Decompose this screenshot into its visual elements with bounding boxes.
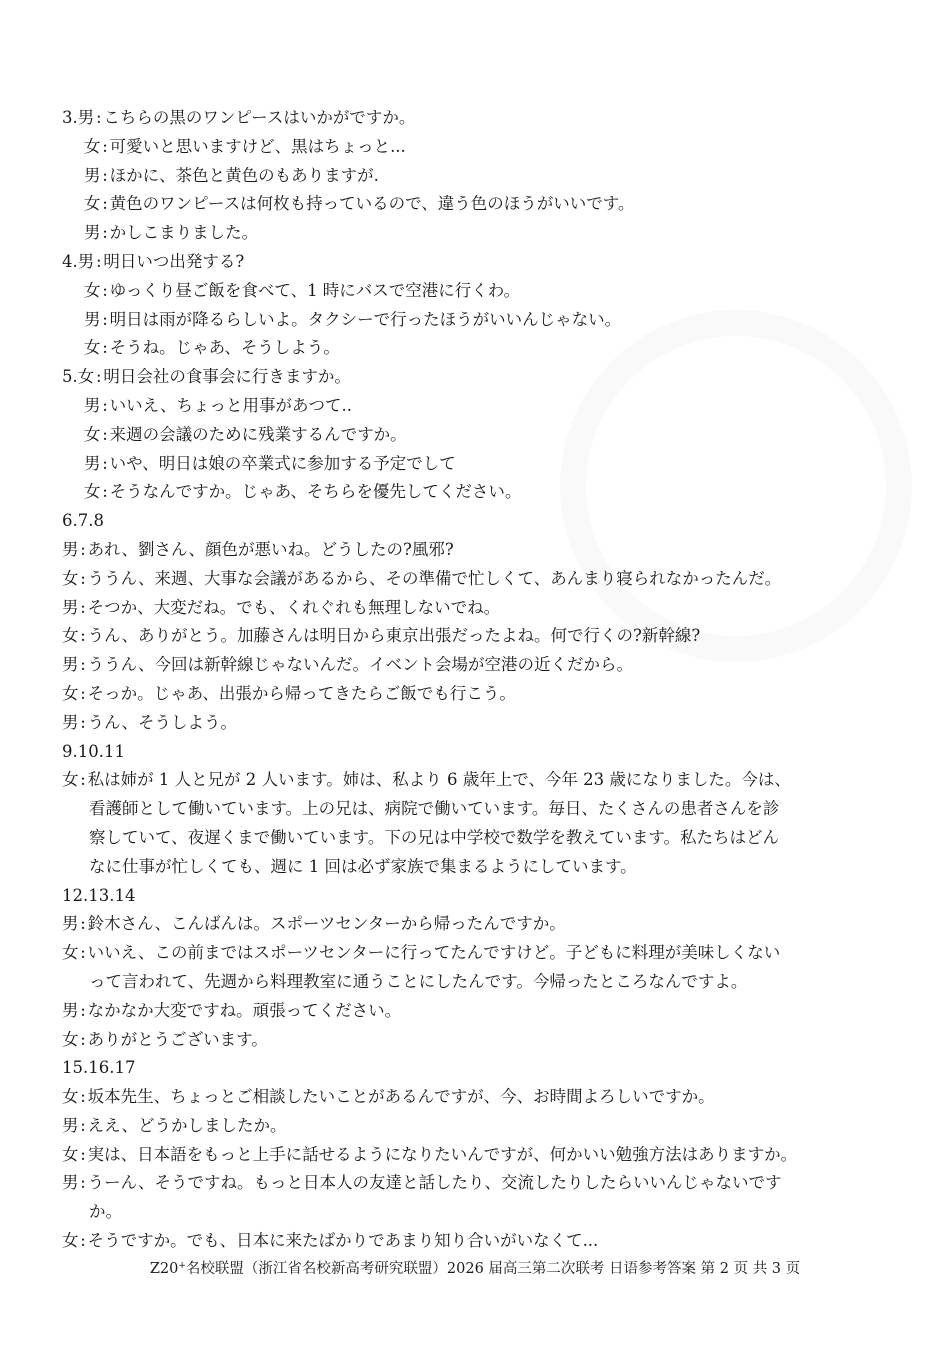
speaker: 男	[77, 251, 95, 271]
speaker: 女	[84, 338, 101, 358]
speaker: 女	[62, 770, 79, 790]
dialogue-line: 男 : いいえ、ちょっと用事があつて..	[62, 392, 896, 421]
utterance: そうですか。でも、日本に来たばかりであまり知り合いがいなくて...	[87, 1231, 599, 1251]
utterance: うん、ありがとう。加藤さんは明日から東京出張だったよね。何で行くの?新幹線?	[87, 626, 701, 646]
utterance: 来週の会議のために残業するんですか。	[109, 424, 407, 444]
speaker: 男	[84, 223, 101, 243]
utterance: ゆっくり昼ご飯を食べて、1 時にバスで空港に行くわ。	[109, 280, 521, 300]
continuation-line: 看護師として働いています。上の兄は、病院で働いています。毎日、たくさんの患者さんを診	[89, 799, 780, 819]
utterance: そっか。じゃあ、出張から帰ってきたらご飯でも行こう。	[87, 683, 516, 703]
dialogue-line: 女 : ううん、来週、大事な会議があるから、その準備で忙しくて、あんまり寝られなかったんだ。	[62, 565, 896, 594]
footer-text: 名校联盟（浙江省名校新高考研究联盟）2026 届高三第二次联考 日语参考答案 第 2 页 共 3 页	[185, 1261, 801, 1277]
dialogue-content	[62, 104, 896, 1256]
dialogue-line: 女 : ゆっくり昼ご飯を食べて、1 時にバスで空港に行くわ。	[62, 277, 896, 306]
utterance: なかなか大変ですね。頑張ってください。	[87, 1000, 402, 1020]
dialogue-line: 女 : 私は姉が 1 人と兄が 2 人います。姉は、私より 6 歳年上で、今年 23 歳になりました。今は、	[62, 766, 896, 795]
question-4	[62, 248, 896, 363]
dialogue-line: 女 : そっか。じゃあ、出張から帰ってきたらご飯でも行こう。	[62, 680, 896, 709]
speaker: 男	[84, 165, 101, 185]
dialogue-line: 女 : そうね。じゃあ、そうしよう。	[62, 334, 896, 363]
speaker: 女	[62, 626, 79, 646]
utterance: ううん、来週、大事な会議があるから、その準備で忙しくて、あんまり寝られなかったんだ。	[87, 568, 782, 588]
question-number: 5.	[62, 367, 78, 387]
dialogue-line: 男 : ええ、どうかしましたか。	[62, 1112, 896, 1141]
utterance: こちらの黒のワンピースはいかがですか。	[103, 108, 416, 127]
utterance: 実は、日本語をもっと上手に話せるようになりたいんですが、何かいい勉強方法はありますか。	[87, 1144, 798, 1164]
speaker: 女	[62, 568, 79, 588]
utterance: そうね。じゃあ、そうしよう。	[109, 338, 340, 358]
dialogue-line: 女 : 来週の会議のために残業するんですか。	[62, 421, 896, 450]
speaker: 女	[62, 1231, 79, 1251]
dialogue-line: 男 : かしこまりました。	[62, 219, 896, 248]
question-number: 4.	[62, 251, 78, 271]
speaker: 男	[84, 395, 101, 415]
dialogue-line: 男 : 明日は雨が降るらしいよ。タクシーで行ったほうがいいんじゃない。	[62, 306, 896, 335]
question-group-9-11	[62, 738, 896, 882]
speaker: 女	[62, 1144, 79, 1164]
utterance: うーん、そうですね。もっと日本人の友達と話したり、交流したりしたらいいんじゃないです	[87, 1173, 782, 1193]
dialogue-line: 男 : うん、そうしよう。	[62, 709, 896, 738]
speaker: 女	[84, 424, 101, 444]
group-heading: 6.7.8	[62, 511, 104, 531]
dialogue-line: 女 : いいえ、この前まではスポーツセンターに行ってたんですけど。子どもに料理が美味しくない	[62, 939, 896, 968]
dialogue-line: 4.男 : 明日いつ出発する?	[62, 248, 896, 277]
dialogue-line: 女 : 坂本先生、ちょっとご相談したいことがあるんですが、今、お時間よろしいですか。	[62, 1083, 896, 1112]
speaker: 男	[62, 597, 79, 617]
speaker: 男	[62, 655, 79, 675]
speaker: 女	[62, 1087, 79, 1107]
speaker: 男	[84, 453, 101, 473]
speaker: 男	[62, 914, 79, 934]
speaker: 男	[84, 309, 101, 329]
dialogue-line: 女 : そうですか。でも、日本に来たばかりであまり知り合いがいなくて...	[62, 1227, 896, 1256]
group-heading: 9.10.11	[62, 741, 125, 761]
speaker: 女	[84, 482, 101, 502]
utterance: 可愛いと思いますけど、黒はちょっと...	[109, 136, 406, 156]
speaker: 女	[62, 943, 79, 963]
question-group-6-8	[62, 507, 896, 737]
dialogue-line: 男 : ほかに、茶色と黄色のもありますが.	[62, 162, 896, 191]
footer-sup: +	[178, 1261, 186, 1271]
question-5	[62, 363, 896, 507]
continuation-line: って言われて、先週から料理教室に通うことにしたんです。今帰ったところなんですよ。	[89, 971, 748, 991]
utterance: 私は姉が 1 人と兄が 2 人います。姉は、私より 6 歳年上で、今年 23 歳になりました。今は、	[87, 770, 791, 790]
utterance: 鈴木さん、こんばんは。スポーツセンターから帰ったんですか。	[87, 914, 566, 934]
dialogue-line: 5.女 : 明日会社の食事会に行きますか。	[62, 363, 896, 392]
dialogue-line: 女 : ありがとうございます。	[62, 1026, 896, 1055]
dialogue-line: 女 : 黄色のワンピースは何枚も持っているので、違う色のほうがいいです。	[62, 190, 896, 219]
utterance: ありがとうございます。	[87, 1029, 268, 1049]
utterance: ううん、今回は新幹線じゃないんだ。イベント会場が空港の近くだから。	[87, 655, 634, 675]
utterance: 坂本先生、ちょっとご相談したいことがあるんですが、今、お時間よろしいですか。	[87, 1087, 715, 1107]
question-3	[62, 104, 896, 248]
page-footer	[0, 1258, 950, 1280]
footer-prefix: Z20	[149, 1261, 179, 1277]
dialogue-line: 男 : うーん、そうですね。もっと日本人の友達と話したり、交流したりしたらいいんじゃないです	[62, 1169, 896, 1198]
speaker: 男	[62, 1115, 79, 1135]
dialogue-line: 男 : ううん、今回は新幹線じゃないんだ。イベント会場が空港の近くだから。	[62, 651, 896, 680]
utterance: いいえ、この前まではスポーツセンターに行ってたんですけど。子どもに料理が美味しくない	[87, 943, 781, 963]
utterance: そうなんですか。じゃあ、そちらを優先してください。	[109, 482, 522, 502]
dialogue-line: 男 : 鈴木さん、こんばんは。スポーツセンターから帰ったんですか。	[62, 910, 896, 939]
speaker: 女	[62, 1029, 79, 1049]
dialogue-line: 男 : あれ、劉さん、顔色が悪いね。どうしたの?風邪?	[62, 536, 896, 565]
utterance: 明日は雨が降るらしいよ。タクシーで行ったほうがいいんじゃない。	[109, 309, 622, 329]
speaker: 女	[84, 136, 101, 156]
question-group-15-17	[62, 1054, 896, 1256]
utterance: ええ、どうかしましたか。	[87, 1115, 287, 1135]
utterance: あれ、劉さん、顔色が悪いね。どうしたの?風邪?	[87, 539, 454, 559]
utterance: かしこまりました。	[109, 223, 259, 243]
speaker: 女	[84, 280, 101, 300]
utterance: 明日会社の食事会に行きますか。	[103, 367, 351, 387]
speaker: 女	[77, 367, 95, 387]
group-heading: 12.13.14	[62, 885, 136, 905]
dialogue-line: 女 : 実は、日本語をもっと上手に話せるようになりたいんですが、何かいい勉強方法はありますか。	[62, 1141, 896, 1170]
continuation-line: なに仕事が忙しくても、週に 1 回は必ず家族で集まるようにしています。	[89, 856, 637, 876]
utterance: そつか、大変だね。でも、くれぐれも無理しないでね。	[87, 597, 501, 617]
speaker: 男	[62, 1173, 79, 1193]
dialogue-line: 女 : 可愛いと思いますけど、黒はちょっと...	[62, 133, 896, 162]
speaker: 男	[62, 539, 79, 559]
dialogue-line: 女 : うん、ありがとう。加藤さんは明日から東京出張だったよね。何で行くの?新幹線?	[62, 622, 896, 651]
utterance: 黄色のワンピースは何枚も持っているので、違う色のほうがいいです。	[109, 194, 635, 214]
group-heading: 15.16.17	[62, 1058, 136, 1078]
dialogue-line: 3.男 : こちらの黒のワンピースはいかがですか。	[62, 104, 896, 133]
utterance: 明日いつ出発する?	[103, 251, 245, 271]
question-number: 3.	[62, 108, 78, 127]
utterance: うん、そうしよう。	[87, 712, 238, 732]
speaker: 男	[62, 712, 79, 732]
dialogue-line: 男 : なかなか大変ですね。頑張ってください。	[62, 997, 896, 1026]
continuation-line: 察していて、夜遅くまで働いています。下の兄は中学校で数学を教えています。私たちはどん	[89, 827, 780, 847]
speaker: 女	[62, 683, 79, 703]
speaker: 女	[84, 194, 101, 214]
dialogue-line: 女 : そうなんですか。じゃあ、そちらを優先してください。	[62, 478, 896, 507]
utterance: ほかに、茶色と黄色のもありますが.	[109, 165, 379, 185]
speaker: 男	[62, 1000, 79, 1020]
continuation-line: か。	[89, 1202, 122, 1222]
speaker: 男	[77, 108, 95, 127]
dialogue-line: 男 : そつか、大変だね。でも、くれぐれも無理しないでね。	[62, 594, 896, 623]
question-group-12-14	[62, 882, 896, 1055]
utterance: いや、明日は娘の卒業式に参加する予定でして	[109, 453, 456, 473]
utterance: いいえ、ちょっと用事があつて..	[109, 395, 353, 415]
dialogue-line: 男 : いや、明日は娘の卒業式に参加する予定でして	[62, 450, 896, 479]
